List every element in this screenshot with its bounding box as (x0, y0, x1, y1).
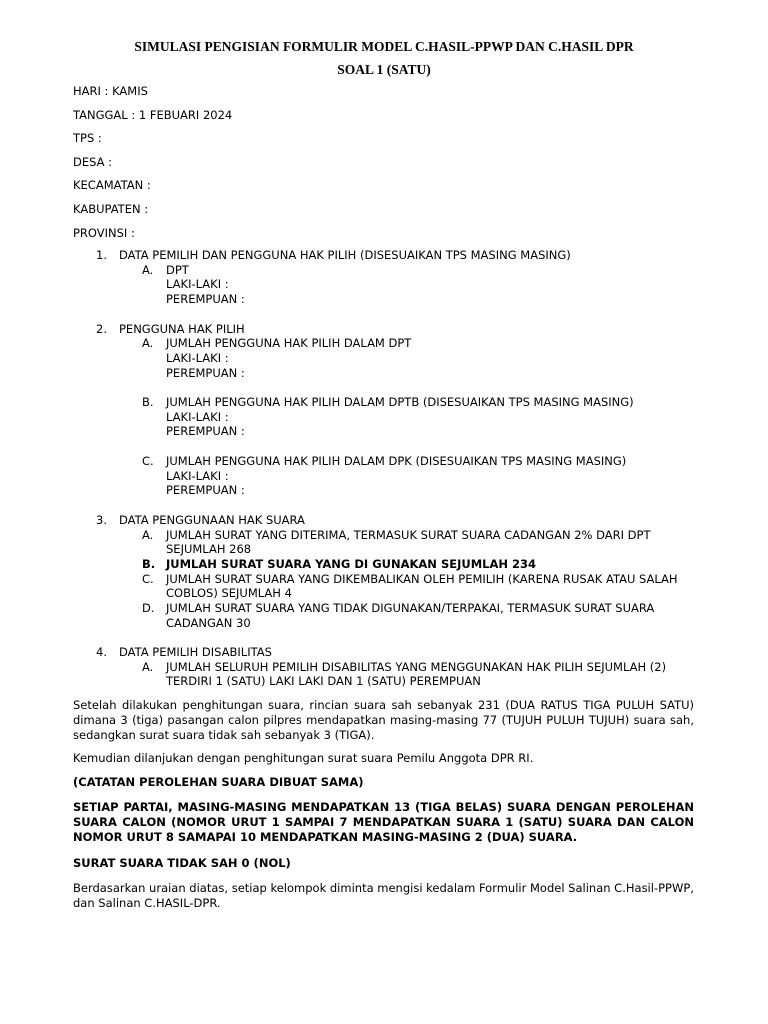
paragraph-instruksi: Berdasarkan uraian diatas, setiap kelompok diminta mengisi kedalam Formulir Model Salinan C.Hasil-PPWP, dan Salinan C.HASIL-DPR. (73, 881, 694, 910)
sub-label: DPT (166, 263, 189, 277)
sub-letter: C. (142, 572, 154, 586)
paragraph-catatan: (CATATAN PEROLEHAN SUARA DIBUAT SAMA) (73, 775, 364, 789)
sub-letter: A. (142, 528, 154, 542)
sub-label: JUMLAH PENGGUNA HAK PILIH DALAM DPTB (DISESUAIKAN TPS MASING MASING) (166, 395, 634, 409)
field-perempuan: PEREMPUAN : (166, 292, 245, 306)
paragraph-tidak-sah: SURAT SUARA TIDAK SAH 0 (NOL) (73, 856, 291, 870)
sub-letter: A. (142, 336, 154, 350)
sub-letter: A. (142, 263, 154, 277)
sub-letter: D. (142, 601, 155, 615)
list-label: DATA PEMILIH DISABILITAS (119, 645, 272, 659)
sub-label: JUMLAH SURAT SUARA YANG TIDAK DIGUNAKAN/TERPAKAI, TERMASUK SURAT SUARA (166, 601, 655, 615)
sub-label-continuation: COBLOS) SEJUMLAH 4 (166, 586, 292, 600)
list-number: 3. (96, 513, 107, 527)
field-perempuan: PEREMPUAN : (166, 366, 245, 380)
paragraph-dpr: Kemudian dilanjukan dengan penghitungan surat suara Pemilu Anggota DPR RI. (73, 751, 534, 765)
sub-label: JUMLAH SURAT YANG DITERIMA, TERMASUK SURAT SUARA CADANGAN 2% DARI DPT (166, 528, 651, 542)
sub-letter: B. (142, 557, 156, 571)
document-subtitle: SOAL 1 (SATU) (337, 62, 431, 77)
list-number: 1. (96, 248, 107, 262)
field-laki-laki: LAKI-LAKI : (166, 410, 229, 424)
sub-label: JUMLAH SURAT SUARA YANG DI GUNAKAN SEJUMLAH 234 (166, 557, 536, 571)
sub-letter: B. (142, 395, 154, 409)
field-hari: HARI : KAMIS (73, 84, 148, 98)
sub-label-continuation: TERDIRI 1 (SATU) LAKI LAKI DAN 1 (SATU) PEREMPUAN (166, 674, 481, 688)
field-tps: TPS : (73, 131, 102, 145)
paragraph-partai: SETIAP PARTAI, MASING-MASING MENDAPATKAN 13 (TIGA BELAS) SUARA DENGAN PEROLEHAN SUARA CALON (NOMOR URUT 1 SAMPAI 7 MENDAPATKAN SUARA 1 (SATU) SUARA DAN CALON NOMOR URUT 8 SAMAPAI 10 MENDAPATKAN MASING-MASING 2 (DUA) SUARA. (73, 800, 694, 844)
list-label: PENGGUNA HAK PILIH (119, 322, 245, 336)
list-number: 4. (96, 645, 107, 659)
sub-label: JUMLAH PENGGUNA HAK PILIH DALAM DPT (166, 336, 412, 350)
sub-letter: A. (142, 660, 154, 674)
field-provinsi: PROVINSI : (73, 226, 135, 240)
document-title: SIMULASI PENGISIAN FORMULIR MODEL C.HASIL-PPWP DAN C.HASIL DPR (134, 39, 634, 54)
sub-letter: C. (142, 454, 154, 468)
sub-label: JUMLAH SURAT SUARA YANG DIKEMBALIKAN OLEH PEMILIH (KARENA RUSAK ATAU SALAH (166, 572, 678, 586)
field-perempuan: PEREMPUAN : (166, 483, 245, 497)
field-desa: DESA : (73, 155, 113, 169)
list-label: DATA PEMILIH DAN PENGGUNA HAK PILIH (DISESUAIKAN TPS MASING MASING) (119, 248, 571, 262)
paragraph-hasil-ppwp: Setelah dilakukan penghitungan suara, rincian suara sah sebanyak 231 (DUA RATUS TIGA PULUH SATU) dimana 3 (tiga) pasangan calon pilpres mendapatkan masing-masing 77 (TUJUH PULUH TUJUH) suara sah, sedangkan surat suara tidak sah sebanyak 3 (TIGA). (73, 698, 694, 742)
sub-label-continuation: SEJUMLAH 268 (166, 542, 252, 556)
field-tanggal: TANGGAL : 1 FEBUARI 2024 (73, 108, 233, 122)
list-label: DATA PENGGUNAAN HAK SUARA (119, 513, 305, 527)
field-laki-laki: LAKI-LAKI : (166, 469, 229, 483)
sub-label-continuation: CADANGAN 30 (166, 616, 251, 630)
field-perempuan: PEREMPUAN : (166, 424, 245, 438)
sub-label: JUMLAH PENGGUNA HAK PILIH DALAM DPK (DISESUAIKAN TPS MASING MASING) (166, 454, 627, 468)
field-kabupaten: KABUPATEN : (73, 202, 149, 216)
list-number: 2. (96, 322, 107, 336)
field-kecamatan: KECAMATAN : (73, 178, 151, 192)
sub-label: JUMLAH SELURUH PEMILIH DISABILITAS YANG MENGGUNAKAN HAK PILIH SEJUMLAH (2) (166, 660, 667, 674)
field-laki-laki: LAKI-LAKI : (166, 277, 229, 291)
field-laki-laki: LAKI-LAKI : (166, 351, 229, 365)
